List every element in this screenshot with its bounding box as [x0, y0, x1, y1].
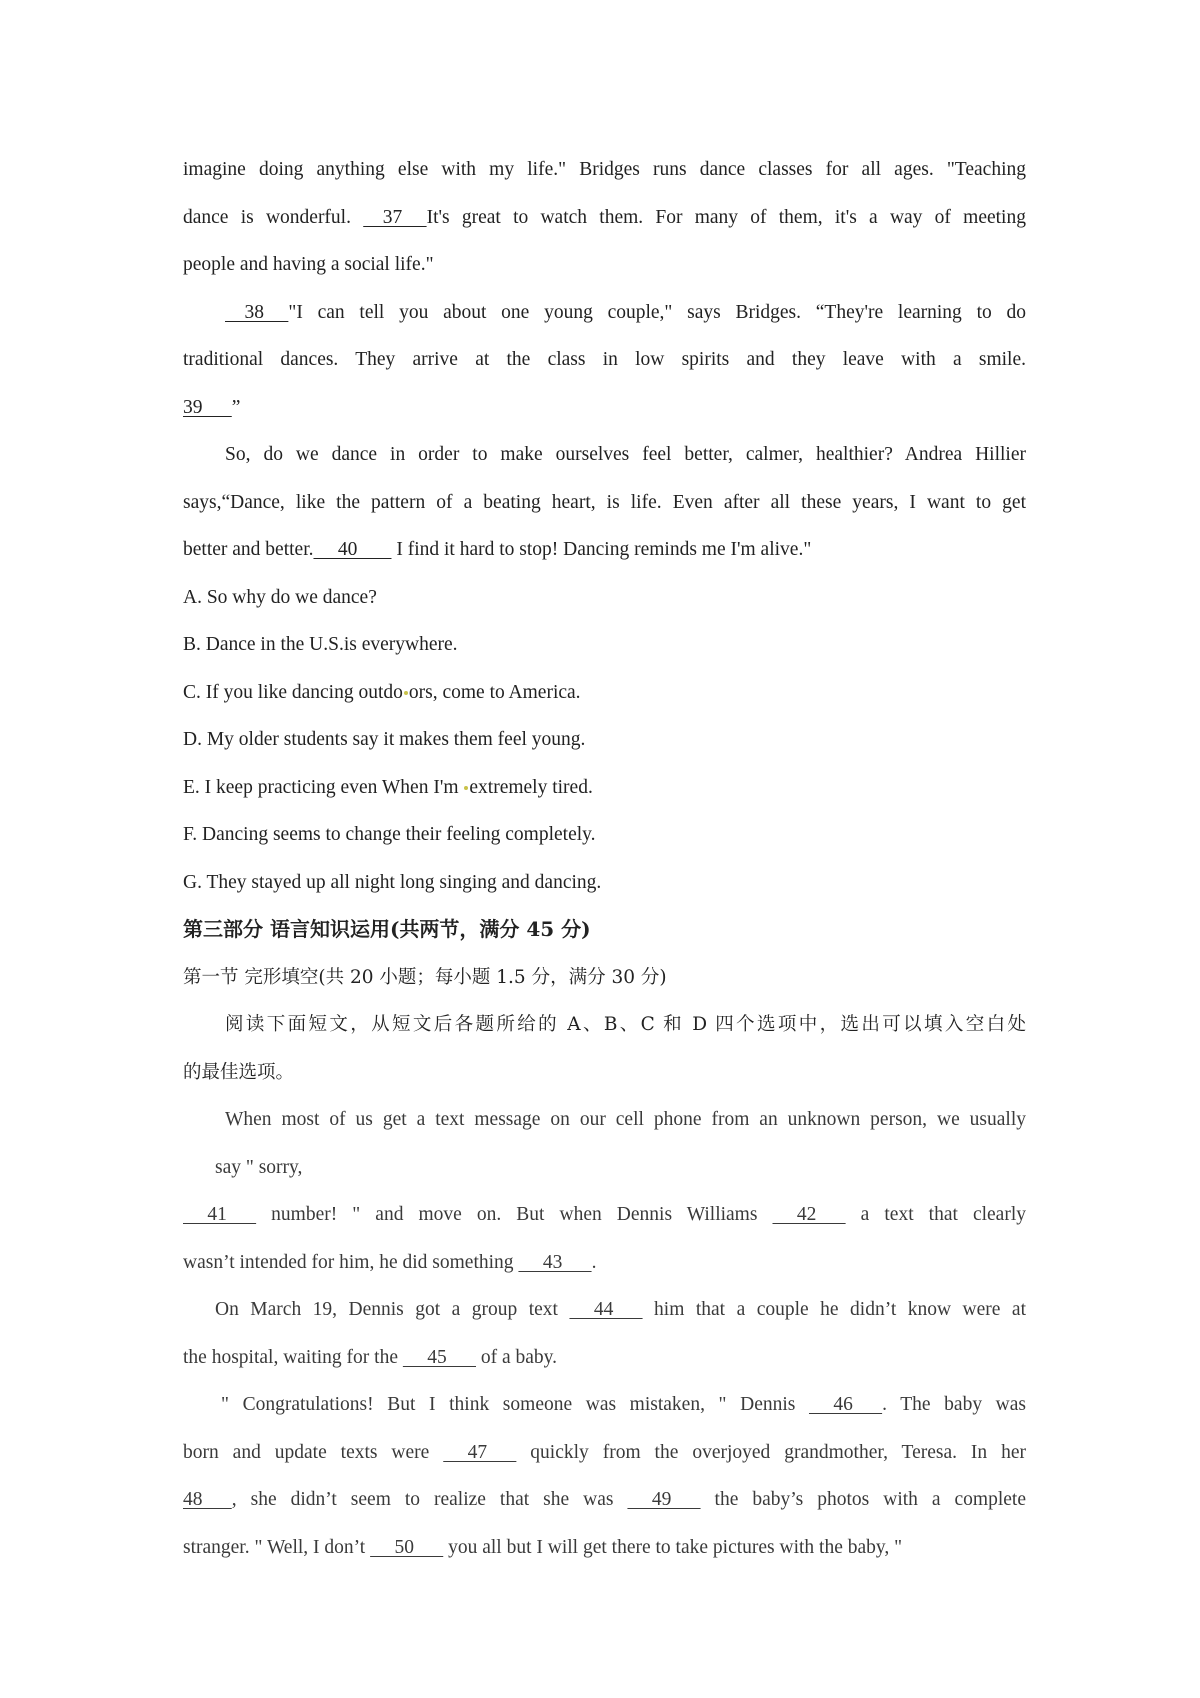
passage-line-4: [183, 289, 1026, 337]
text: stranger. " Well, I don’t: [183, 1536, 371, 1558]
blank-45: 45: [402, 1346, 476, 1368]
text: traditional dances. They arrive at the class in low spirits and they leave with a smile.: [183, 349, 1026, 370]
cloze-line-9: [183, 1476, 1026, 1524]
speck-mark: [464, 786, 468, 790]
text: On March 19, Dennis got a group text: [215, 1299, 570, 1320]
text: people and having a social life.": [183, 254, 434, 275]
text: 的最佳选项。: [183, 1061, 295, 1083]
cloze-line-7: [183, 1381, 1026, 1429]
passage-line-7: [183, 431, 1026, 479]
text: the hospital, waiting for the: [183, 1346, 403, 1368]
cloze-line-6: [183, 1334, 1026, 1382]
cloze-line-2: [183, 1144, 1026, 1192]
option-e: [183, 764, 1026, 812]
blank-38: 38: [225, 301, 289, 323]
blank-49: 49: [627, 1489, 701, 1510]
option-a: [183, 574, 1026, 622]
text: A. So why do we dance?: [183, 586, 377, 608]
text: extremely tired.: [469, 776, 593, 798]
blank-46: 46: [808, 1394, 883, 1415]
text: " Congratulations! But I think someone was mistaken, " Dennis: [221, 1394, 809, 1415]
blank-48: 48: [183, 1489, 232, 1510]
text: I find it hard to stop! Dancing reminds me I'm alive.": [391, 539, 812, 560]
text: .: [591, 1251, 597, 1273]
text: 阅读下面短文，从短文后各题所给的 A、B、C 和 D 四个选项中，选出可以填入空白处: [225, 1014, 1026, 1035]
blank-50: 50: [370, 1536, 444, 1558]
text: ”: [231, 396, 241, 418]
text: better and better.: [183, 539, 314, 560]
cloze-line-4: [183, 1239, 1026, 1287]
cloze-line-8: [183, 1429, 1026, 1477]
cloze-line-1: [183, 1096, 1026, 1144]
speck-mark: [404, 691, 408, 695]
passage-line-1: [183, 146, 1026, 194]
text: When most of us get a text message on our cell phone from an unknown person, we usually: [225, 1109, 1026, 1130]
text: born and update texts were: [183, 1441, 444, 1463]
blank-47: 47: [443, 1441, 517, 1463]
cloze-line-10: [183, 1524, 1026, 1572]
text: the baby’s photos with a complete: [700, 1489, 1026, 1510]
text: F. Dancing seems to change their feeling completely.: [183, 824, 596, 845]
text: a text that clearly: [845, 1204, 1026, 1225]
text: E. I keep practicing even When I'm: [183, 776, 464, 798]
blank-37: 37: [363, 206, 427, 228]
document-page: [183, 146, 1026, 1571]
instructions-line-2: [183, 1049, 1026, 1097]
blank-39: 39: [183, 396, 232, 418]
blank-44: 44: [569, 1299, 643, 1320]
passage-line-3: [183, 241, 1026, 289]
text: "I can tell you about one young couple," says Bridges. “They're learning to do: [288, 301, 1026, 323]
option-f: [183, 811, 1026, 859]
text: . The baby was: [882, 1394, 1027, 1415]
blank-41: 41: [183, 1204, 257, 1225]
option-c: [183, 669, 1026, 717]
text: wasn’t intended for him, he did something: [183, 1251, 519, 1273]
text: So, do we dance in order to make ourselves feel better, calmer, healthier? Andrea Hillier: [225, 444, 1026, 465]
blank-42: 42: [772, 1204, 846, 1225]
part3-heading: [183, 906, 1026, 954]
passage-line-2: [183, 194, 1026, 242]
instructions-line-1: [183, 1001, 1026, 1049]
text: , she didn’t seem to realize that she was: [231, 1489, 628, 1510]
blank-43: 43: [518, 1251, 592, 1273]
text: number! " and move on. But when Dennis Williams: [256, 1204, 773, 1225]
passage-line-6: [183, 384, 1026, 432]
cloze-line-3: [183, 1191, 1026, 1239]
text: quickly from the overjoyed grandmother, Teresa. In her: [516, 1441, 1026, 1463]
passage-line-5: [183, 336, 1026, 384]
text: dance is wonderful.: [183, 206, 364, 228]
text: him that a couple he didn’t know were at: [642, 1299, 1026, 1320]
text: C. If you like dancing outdo: [183, 681, 403, 703]
text: says,“Dance, like the pattern of a beating heart, is life. Even after all these years, I want to get: [183, 491, 1026, 513]
text: 第一节 完形填空(共 20 小题；每小题 1.5 分，满分 30 分): [183, 966, 667, 988]
text: say " sorry,: [215, 1156, 303, 1178]
text: D. My older students say it makes them feel young.: [183, 729, 586, 750]
passage-line-8: [183, 479, 1026, 527]
text: of a baby.: [476, 1346, 558, 1368]
section1-heading: [183, 954, 1026, 1002]
cloze-line-5: [183, 1286, 1026, 1334]
text: you all but I will get there to take pictures with the baby, ": [443, 1536, 903, 1558]
blank-40: 40: [313, 539, 392, 560]
text: B. Dance in the U.S.is everywhere.: [183, 634, 458, 655]
option-d: [183, 716, 1026, 764]
text: 第三部分 语言知识运用(共两节，满分 45 分): [183, 917, 591, 941]
text: G. They stayed up all night long singing and dancing.: [183, 871, 602, 893]
option-b: [183, 621, 1026, 669]
text: It's great to watch them. For many of them, it's a way of meeting: [426, 206, 1026, 228]
option-g: [183, 859, 1026, 907]
text: ors, come to America.: [408, 681, 581, 703]
passage-line-9: [183, 526, 1026, 574]
text: imagine doing anything else with my life." Bridges runs dance classes for all ages. "Teaching: [183, 159, 1026, 180]
